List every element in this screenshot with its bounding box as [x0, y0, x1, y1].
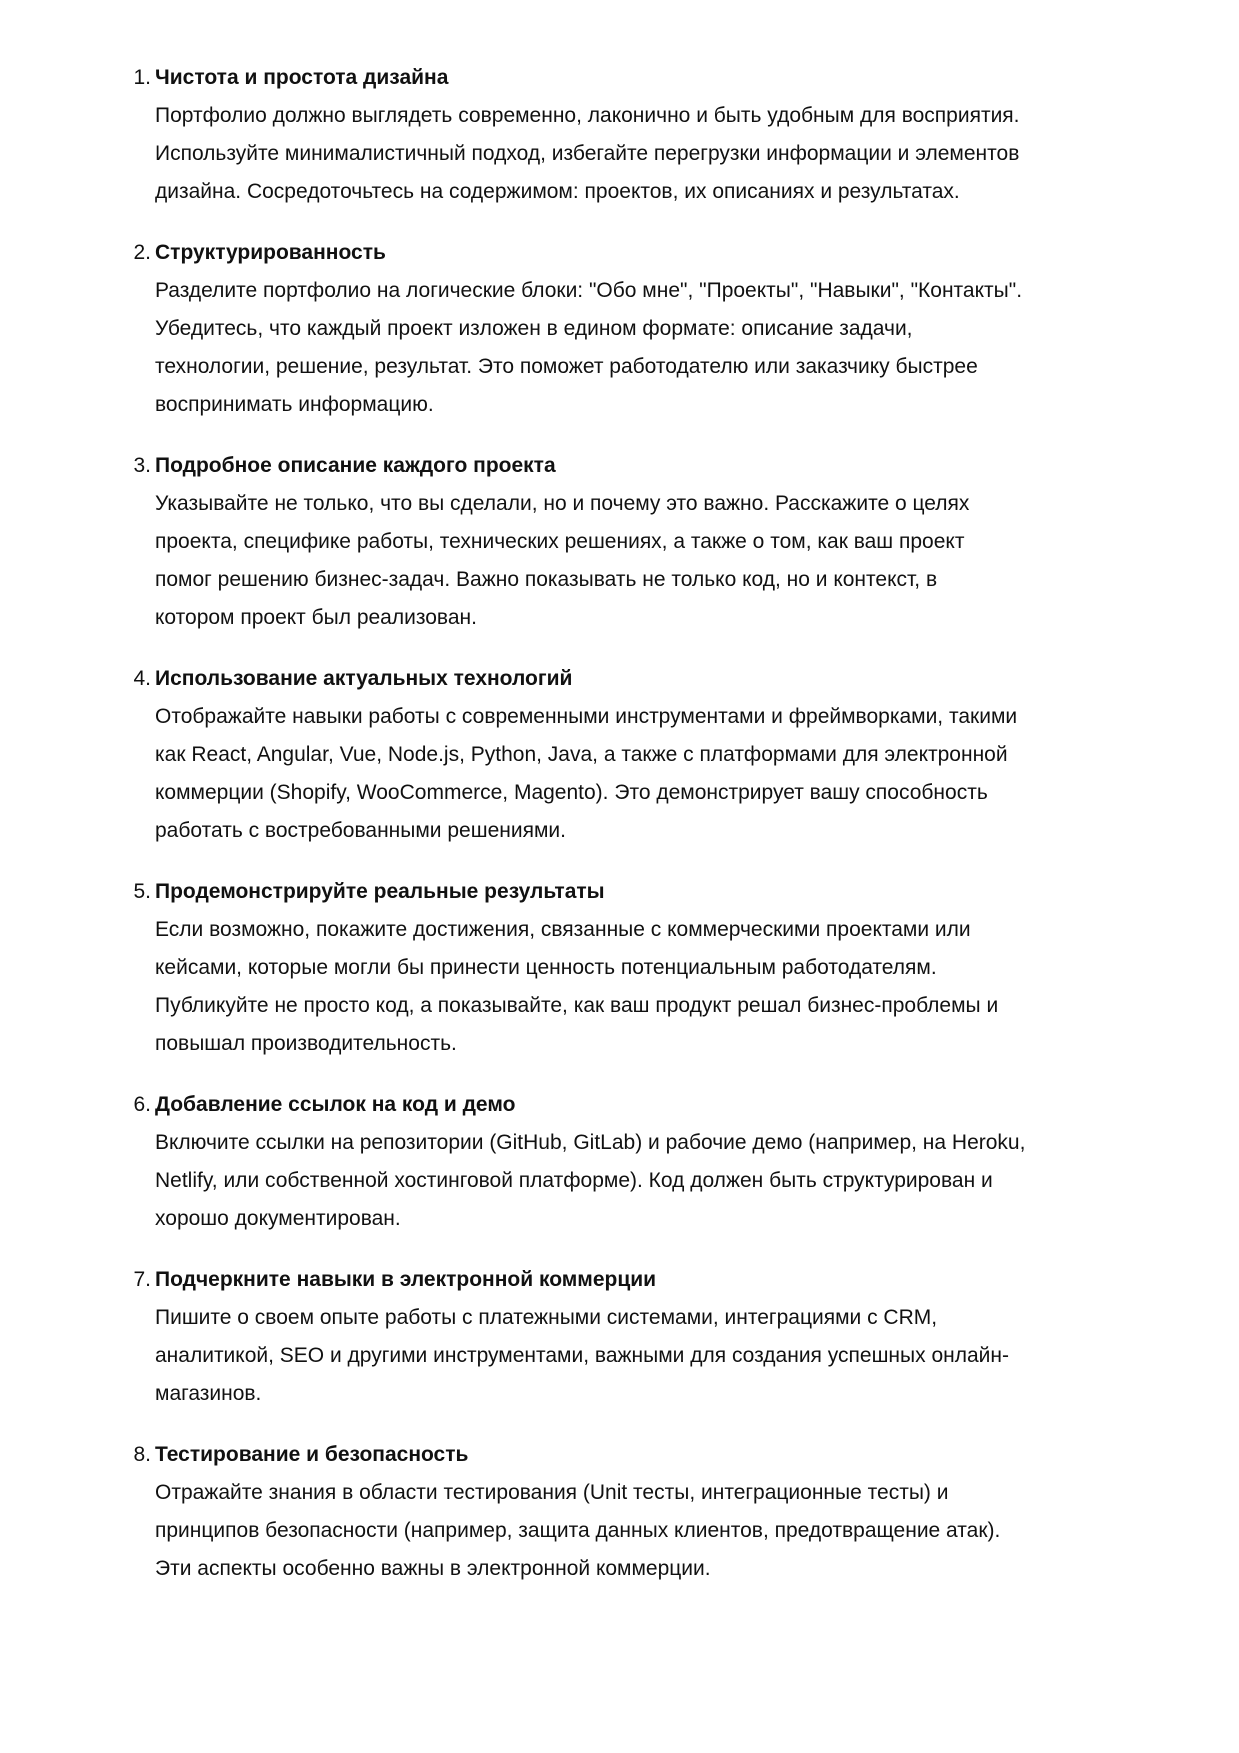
item-text-line: аналитикой, SEO и другими инструментами, важными для создания успешных онлайн-: [155, 1344, 1009, 1367]
item-text-line: Убедитесь, что каждый проект изложен в едином формате: описание задачи,: [155, 317, 913, 340]
item-text-line: магазинов.: [155, 1382, 262, 1405]
list-item: [110, 1261, 1190, 1413]
item-title: Чистота и простота дизайна: [155, 66, 449, 89]
item-text-line: коммерции (Shopify, WooCommerce, Magento). Это демонстрирует вашу способность: [155, 781, 988, 804]
item-text-line: Отображайте навыки работы с современными инструментами и фреймворками, такими: [155, 705, 1018, 728]
item-text-line: Эти аспекты особенно важны в электронной коммерции.: [155, 1557, 711, 1580]
item-number: 3.: [133, 454, 151, 477]
item-text-line: Если возможно, покажите достижения, связанные с коммерческими проектами или: [155, 918, 971, 941]
item-text-line: кейсами, которые могли бы принести ценность потенциальным работодателям.: [155, 956, 937, 979]
list-item: [110, 1436, 1190, 1588]
item-title: Использование актуальных технологий: [155, 667, 573, 690]
item-number: 5.: [133, 880, 151, 903]
item-number: 7.: [133, 1268, 151, 1291]
item-text-line: проекта, специфике работы, технических решениях, а также о том, как ваш проект: [155, 530, 965, 553]
item-text-line: повышал производительность.: [155, 1032, 457, 1055]
item-text-line: дизайна. Сосредоточьтесь на содержимом: проектов, их описаниях и результатах.: [155, 180, 960, 203]
item-title: Тестирование и безопасность: [155, 1443, 469, 1466]
item-text-line: помог решению бизнес-задач. Важно показывать не только код, но и контекст, в: [155, 568, 938, 591]
item-text-line: технологии, решение, результат. Это поможет работодателю или заказчику быстрее: [155, 355, 978, 378]
numbered-list: [110, 59, 1190, 1611]
item-text-line: Включите ссылки на репозитории (GitHub, GitLab) и рабочие демо (например, на Heroku,: [155, 1131, 1026, 1154]
item-text-line: Публикуйте не просто код, а показывайте, как ваш продукт решал бизнес-проблемы и: [155, 994, 999, 1017]
list-item: [110, 873, 1190, 1063]
item-text-line: как React, Angular, Vue, Node.js, Python, Java, а также с платформами для электронной: [155, 743, 1008, 766]
item-text-line: Пишите о своем опыте работы с платежными системами, интеграциями с CRM,: [155, 1306, 938, 1329]
list-item: [110, 59, 1190, 211]
list-item: [110, 1086, 1190, 1238]
item-text-line: Портфолио должно выглядеть современно, лаконично и быть удобным для восприятия.: [155, 104, 1020, 127]
item-text-line: Отражайте знания в области тестирования (Unit тесты, интеграционные тесты) и: [155, 1481, 949, 1504]
item-text-line: воспринимать информацию.: [155, 393, 434, 416]
item-number: 6.: [133, 1093, 151, 1116]
item-number: 4.: [133, 667, 151, 690]
item-text-line: Указывайте не только, что вы сделали, но и почему это важно. Расскажите о целях: [155, 492, 970, 515]
item-text-line: котором проект был реализован.: [155, 606, 477, 629]
item-number: 2.: [133, 241, 151, 264]
item-text-line: хорошо документирован.: [155, 1207, 401, 1230]
item-text-line: работать с востребованными решениями.: [155, 819, 566, 842]
list-item: [110, 660, 1190, 850]
item-title: Подробное описание каждого проекта: [155, 454, 556, 477]
item-title: Подчеркните навыки в электронной коммерции: [155, 1268, 657, 1291]
item-text-line: Используйте минималистичный подход, избегайте перегрузки информации и элементов: [155, 142, 1020, 165]
item-title: Продемонстрируйте реальные результаты: [155, 880, 605, 903]
item-text-line: Разделите портфолио на логические блоки: "Обо мне", "Проекты", "Навыки", "Контакты".: [155, 279, 1023, 302]
item-number: 8.: [133, 1443, 151, 1466]
item-text-line: принципов безопасности (например, защита данных клиентов, предотвращение атак).: [155, 1519, 1001, 1542]
item-number: 1.: [133, 66, 151, 89]
item-text-line: Netlify, или собственной хостинговой платформе). Код должен быть структурирован и: [155, 1169, 993, 1192]
list-item: [110, 447, 1190, 637]
list-item: [110, 234, 1190, 424]
item-title: Добавление ссылок на код и демо: [155, 1093, 516, 1116]
item-title: Структурированность: [155, 241, 386, 264]
